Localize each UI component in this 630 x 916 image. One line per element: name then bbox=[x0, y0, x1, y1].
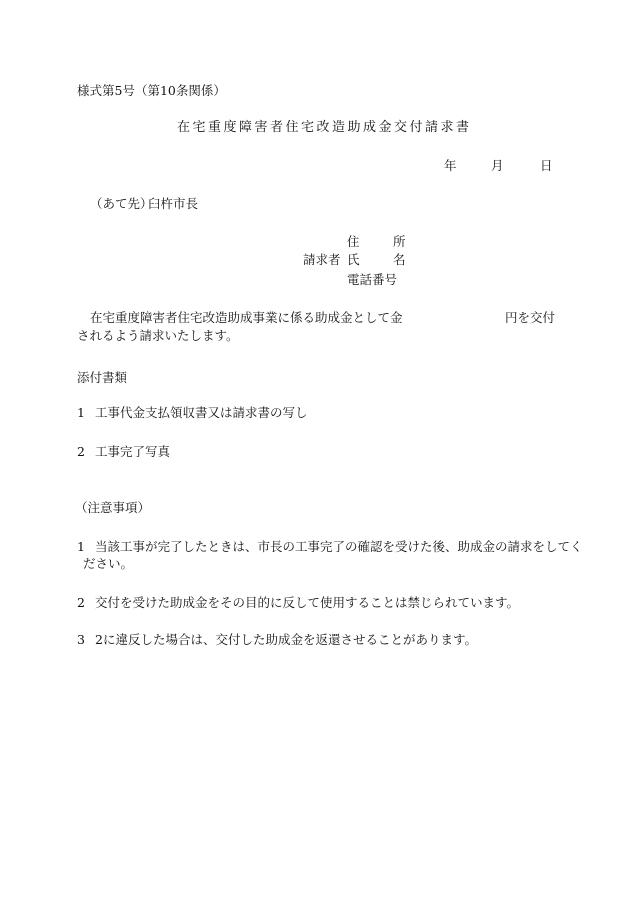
name-label-part2: 名 bbox=[393, 252, 406, 267]
note-3-number: 3 bbox=[77, 632, 85, 647]
phone-label: 電話番号 bbox=[347, 272, 398, 287]
attachments-heading: 添付書類 bbox=[77, 370, 128, 385]
request-statement-yen: 円を交付 bbox=[505, 310, 556, 325]
note-1-continuation: ださい。 bbox=[83, 556, 134, 571]
requester-label: 請求者 bbox=[303, 252, 341, 267]
addressee-recipient: 臼杵市長 bbox=[148, 196, 199, 211]
attachment-1-text: 工事代金支払領収書又は請求書の写し bbox=[95, 405, 308, 420]
attachment-2-number: 2 bbox=[77, 444, 85, 459]
document-title: 在宅重度障害者住宅改造助成金交付請求書 bbox=[177, 120, 472, 135]
request-statement-line1: 在宅重度障害者住宅改造助成事業に係る助成金として金 bbox=[90, 310, 403, 325]
form-number: 様式第5号（第10条関係） bbox=[77, 83, 226, 98]
addressee-prefix: （あて先） bbox=[90, 196, 153, 211]
name-label-part1: 氏 bbox=[347, 252, 360, 267]
date-year-label: 年 bbox=[444, 158, 457, 173]
note-3-text: 2に違反した場合は、交付した助成金を返還させることがあります。 bbox=[95, 632, 477, 647]
date-day-label: 日 bbox=[540, 158, 553, 173]
name-label bbox=[347, 254, 406, 267]
address-label-part1: 住 bbox=[347, 234, 360, 249]
notes-heading: （注意事項） bbox=[75, 500, 151, 515]
note-1-number: 1 bbox=[77, 539, 85, 554]
note-1-text: 当該工事が完了したときは、市長の工事完了の確認を受けた後、助成金の請求をしてく bbox=[95, 539, 583, 554]
note-2-text: 交付を受けた助成金をその目的に反して使用することは禁じられています。 bbox=[95, 595, 520, 610]
date-month-label: 月 bbox=[491, 158, 504, 173]
attachment-1-number: 1 bbox=[77, 405, 85, 420]
note-2-number: 2 bbox=[77, 595, 85, 610]
address-label-part2: 所 bbox=[393, 234, 406, 249]
request-statement-line2: されるよう請求いたします。 bbox=[77, 328, 239, 343]
address-label bbox=[347, 236, 406, 249]
attachment-2-text: 工事完了写真 bbox=[95, 444, 171, 459]
